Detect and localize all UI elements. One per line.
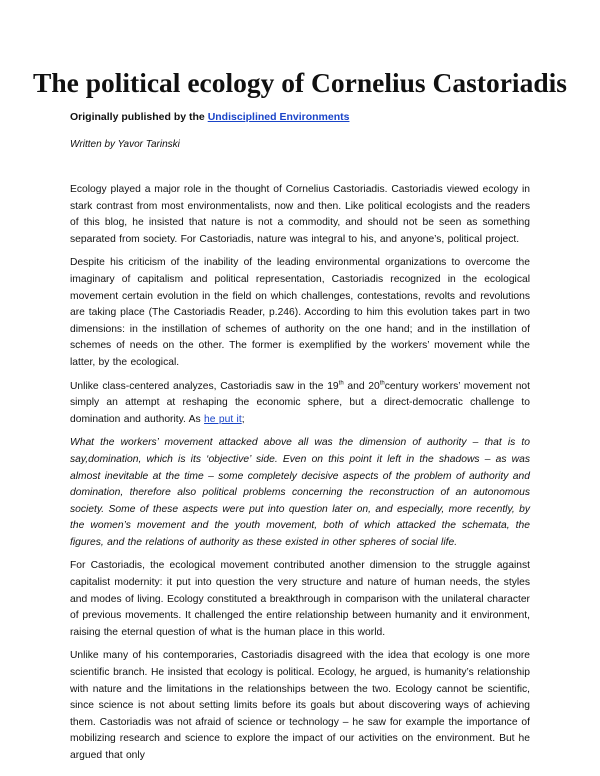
paragraph-3-text-d: ; [241, 413, 245, 425]
paragraph-4: For Castoriadis, the ecological movement contributed another dimension to the struggle against capitalist modernity: it put into question the very structure and nature of human needs, the styles and modes of living. Ecology constituted a breakthrough in comparison with the unilateral character of previous movements. It challenged the entire relationship between humanity and it environment, raising the eternal question of what is the human place in this world. [70, 560, 530, 638]
paragraph-1: Ecology played a major role in the thought of Cornelius Castoriadis. Castoriadis viewed ecology in stark contrast from most environmentalists, now and then. Like political ecologists and the readers of this blog, he insisted that nature is not a commodity, and should not be seen as something separated from society. For Castoriadis, nature was integral to his, and anyone’s, political project. [70, 184, 530, 245]
paragraph-3-text-b: and 20 [343, 380, 380, 392]
superscript-th-1: th [338, 380, 344, 387]
source-link[interactable]: Undisciplined Environments [207, 111, 350, 123]
paragraph-5: Unlike many of his contemporaries, Castoriadis disagreed with the idea that ecology is one more scientific branch. He insisted that ecology is political. Ecology, he argued, is humanity’s relationship with nature and the limitations in the relationships between the two. Ecology cannot be scientific, since science is not about setting limits before its goals but about discovering ways of achieving them. Castoriadis was not afraid of science or technology – he saw for example the importance of mobilizing research and science to explore the impact of our activities on the environment. But he argued that only [70, 650, 530, 761]
paragraph-3-text-a: Unlike class-centered analyzes, Castoriadis saw in the 19 [70, 380, 339, 392]
byline [70, 110, 349, 124]
byline-prefix: Originally published by the [70, 111, 208, 123]
article-body [70, 182, 530, 772]
paragraph-3-text-c: century workers’ movement not simply an attempt at reshaping the economic sphere, but a direct-democratic challenge to domination and authority. As [70, 380, 531, 425]
paragraph-3 [70, 379, 530, 429]
quote-source-link[interactable]: he put it [204, 413, 242, 425]
superscript-th-2: th [379, 380, 385, 387]
paragraph-2: Despite his criticism of the inability of the leading environmental organizations to overcome the imaginary of capitalism and political representation, Castoriadis recognized in the ecological movement certain evolution in the field on which challenges, contestations, revolts and revolutions are taking place (The Castoriadis Reader, p.246). According to him this evolution takes part in two dimensions: in the instillation of schemes of authority on the one hand; and in the instillation of schemes of needs on the other. The former is exemplified by the workers’ movement while the latter, by the ecological. [70, 257, 530, 368]
page-title: The political ecology of Cornelius Castoriadis [33, 67, 567, 98]
block-quote: What the workers’ movement attacked above all was the dimension of authority – that is to say,domination, which is its ‘objective’ side. Even on this point it left in the shadows – as was almost inevitable at the time – some completely decisive aspects of the problem of authority and domination, therefore also political problems concerning the reconstruction of an autonomous society. Some of these aspects were put into question later on, and especially, more recently, by the women’s movement and the youth movement, both of which attacked the schemata, the figures, and the relations of authority as these existed in other spheres of social life. [70, 437, 530, 548]
author-line: Written by Yavor Tarinski [70, 139, 180, 150]
